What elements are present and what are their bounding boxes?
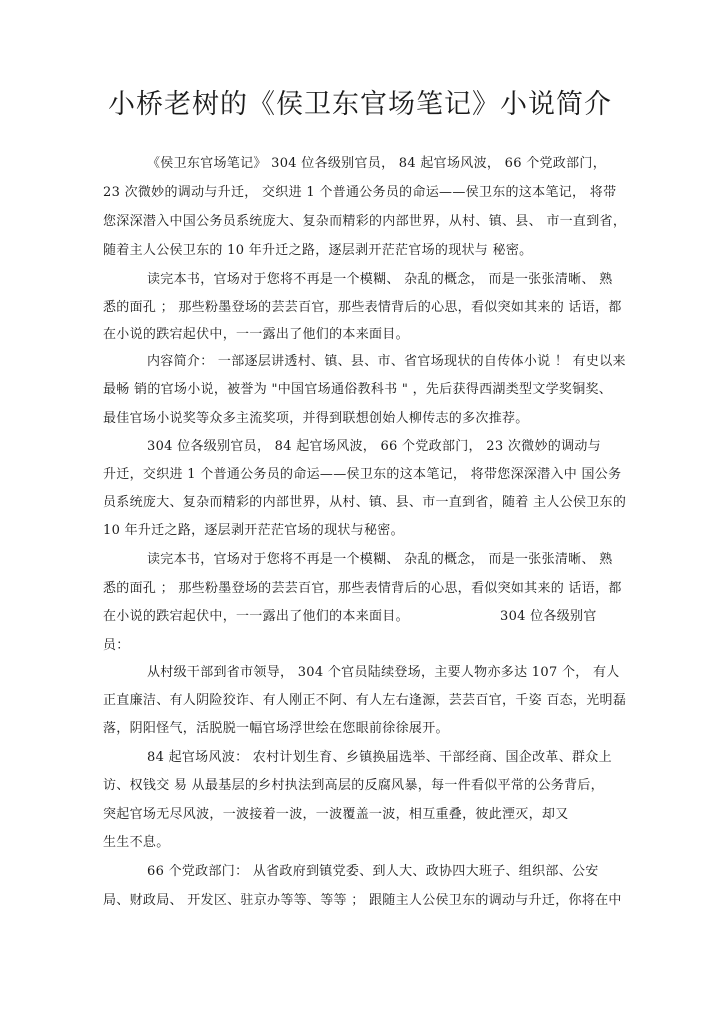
text-line: 升迁，交织进 1 个普通公务员的命运——侯卫东的这本笔记， 将带您深深潜入中 国公务 <box>103 467 622 482</box>
text-line: 您深深潜入中国公务员系统庞大、复杂而精彩的内部世界，从村、镇、县、 市一直到省， <box>103 214 627 229</box>
text-line: 员系统庞大、复杂而精彩的内部世界，从村、镇、县、市一直到省，随着 主人公侯卫东的 <box>103 495 627 510</box>
text-line: 304 位各级别官员， 84 起官场风波， 66 个党政部门， 23 次微妙的调动与 <box>147 439 601 454</box>
text-line: 304 位各级别官 <box>500 609 597 624</box>
text-line: 悉的面孔 ； 那些粉墨登场的芸芸百官，那些表情背后的心思，看似突如其来的 话语，都 <box>103 581 622 596</box>
text-line: 读完本书，官场对于您将不再是一个模糊、 杂乱的概念， 而是一张张清晰、 熟 <box>147 552 613 567</box>
text-line: 访、权钱交 易 从最基层的乡村执法到高层的反腐风暴，每一件看似平常的公务背后， <box>103 778 604 793</box>
text-line: 23 次微妙的调动与升迁， 交织进 1 个普通公务员的命运——侯卫东的这本笔记， 将带 <box>103 185 617 200</box>
text-line: 悉的面孔 ； 那些粉墨登场的芸芸百官，那些表情背后的心思，看似突如其来的 话语，都 <box>103 300 622 315</box>
text-line: 最佳官场小说奖等众多主流奖项，并得到联想创始人柳传志的多次推荐。 <box>103 411 529 426</box>
text-line: 读完本书，官场对于您将不再是一个模糊、 杂乱的概念， 而是一张张清晰、 熟 <box>147 272 613 287</box>
text-line: 随着主人公侯卫东的 10 年升迁之路，逐层剥开茫茫官场的现状与 秘密。 <box>103 243 533 258</box>
text-line: 最畅 销的官场小说，被誉为 "中国官场通俗教科书 " ，先后获得西湖类型文学奖铜奖、 <box>103 382 613 397</box>
text-line: 84 起官场风波： 农村计划生育、乡镇换届选举、干部经商、国企改革、群众上 <box>147 750 612 765</box>
text-line: 在小说的跌宕起伏中，一一露出了他们的本来面目。 <box>103 609 409 624</box>
text-line: 局、财政局、 开发区、驻京办等等、等等 ； 跟随主人公侯卫东的调动与升迁，你将在中 <box>103 893 622 908</box>
text-line: 66 个党政部门： 从省政府到镇党委、到人大、政协四大班子、组织部、公安 <box>147 864 599 879</box>
text-line: 员： <box>103 638 130 653</box>
document-title: 小桥老树的《侯卫东官场笔记》小说简介 <box>108 89 612 120</box>
text-line: 10 年升迁之路，逐层剥开茫茫官场的现状与秘密。 <box>103 523 404 538</box>
text-line: 在小说的跌宕起伏中，一一露出了他们的本来面目。 <box>103 327 409 342</box>
text-line: 内容简介： 一部逐层讲透村、镇、县、市、省官场现状的自传体小说 ！ 有史以来 <box>147 354 626 369</box>
text-line: 生生不息。 <box>103 835 170 850</box>
text-line: 正直廉洁、有人阴险狡诈、有人刚正不阿、有人左右逢源，芸芸百官，千姿 百态，光明磊 <box>103 693 627 708</box>
text-line: 突起官场无尽风波，一波接着一波，一波覆盖一波，相互重叠，彼此湮灭，却又 <box>103 807 569 822</box>
text-line: 落，阴阳怪气，活脱脱一幅官场浮世绘在您眼前徐徐展开。 <box>103 721 449 736</box>
text-line: 从村级干部到省市领导， 304 个官员陆续登场，主要人物亦多达 107 个， 有人 <box>147 665 620 680</box>
text-line: 《侯卫东官场笔记》 304 位各级别官员， 84 起官场风波， 66 个党政部门， <box>147 156 606 171</box>
